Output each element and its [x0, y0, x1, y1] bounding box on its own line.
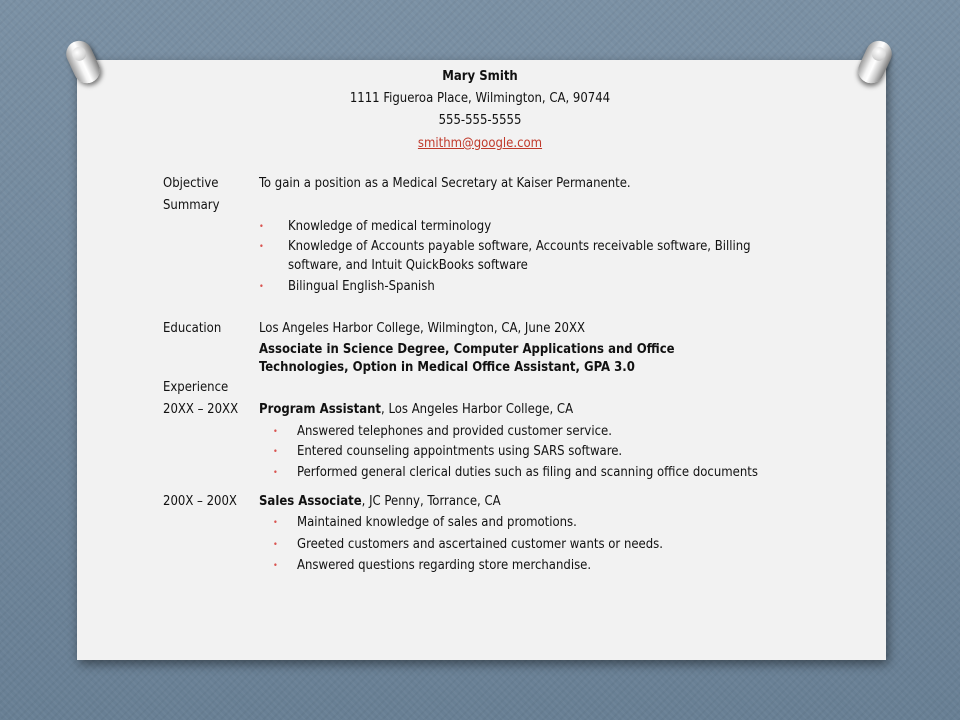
phone: 555-555-5555 [438, 113, 522, 128]
job-duty: Performed general clerical duties such as filing and scanning office documents [297, 465, 758, 480]
bullet-icon: • [273, 447, 278, 457]
objective-text: To gain a position as a Medical Secretary at Kaiser Permanente. [259, 176, 631, 191]
job-dates: 200X – 200X [163, 494, 237, 509]
job-duty: Maintained knowledge of sales and promotions. [297, 515, 577, 530]
job-employer: , Los Angeles Harbor College, CA [381, 402, 574, 417]
job-title: Sales Associate [259, 494, 362, 509]
summary-label: Summary [163, 198, 220, 213]
job-duty: Greeted customers and ascertained customer wants or needs. [297, 537, 663, 552]
email-link[interactable]: smithm@google.com [417, 136, 543, 151]
education-school: Los Angeles Harbor College, Wilmington, CA, June 20XX [259, 321, 586, 336]
summary-item: Bilingual English-Spanish [288, 279, 435, 294]
bullet-icon: • [273, 518, 278, 528]
resume-name: Mary Smith [442, 69, 518, 84]
address: 1111 Figueroa Place, Wilmington, CA, 90744 [349, 91, 611, 106]
objective-label: Objective [163, 176, 219, 191]
bullet-icon: • [273, 468, 278, 478]
summary-item: Knowledge of medical terminology [288, 219, 492, 234]
bullet-icon: • [273, 540, 278, 550]
job-duty: Answered questions regarding store merchandise. [297, 558, 592, 573]
summary-item: Knowledge of Accounts payable software, Accounts receivable software, Billing [288, 239, 751, 254]
job-dates: 20XX – 20XX [163, 402, 239, 417]
education-degree: Associate in Science Degree, Computer Applications and Office [259, 342, 675, 357]
education-label: Education [163, 321, 222, 336]
education-degree-continued: Technologies, Option in Medical Office Assistant, GPA 3.0 [259, 360, 635, 375]
bullet-icon: • [259, 222, 264, 232]
job-duty: Answered telephones and provided customer service. [297, 424, 612, 439]
bullet-icon: • [273, 561, 278, 571]
bullet-icon: • [259, 242, 264, 252]
job-employer: , JC Penny, Torrance, CA [361, 494, 501, 509]
experience-label: Experience [163, 380, 229, 395]
summary-item-continued: software, and Intuit QuickBooks software [288, 258, 528, 273]
job-heading [259, 402, 573, 418]
job-title: Program Assistant [259, 402, 382, 417]
bullet-icon: • [259, 282, 264, 292]
bullet-icon: • [273, 427, 278, 437]
job-duty: Entered counseling appointments using SARS software. [297, 444, 623, 459]
job-heading [259, 494, 501, 510]
